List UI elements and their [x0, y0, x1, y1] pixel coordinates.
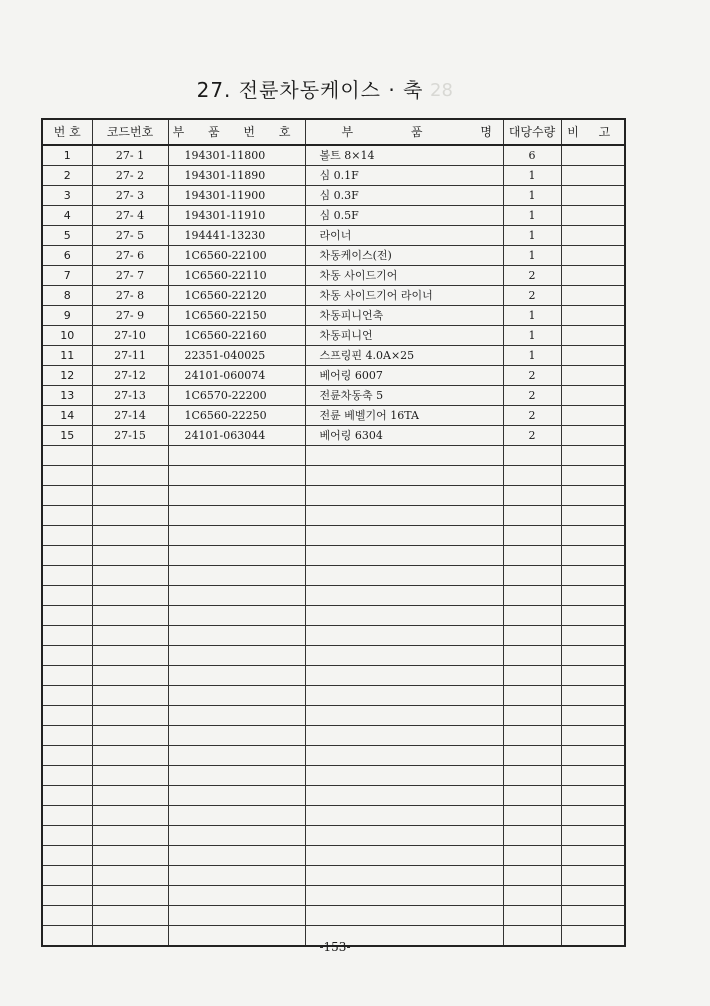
cell-part-name	[305, 506, 503, 526]
cell-part-number	[168, 806, 305, 826]
cell-no: 10	[42, 326, 92, 346]
cell-quantity: 2	[503, 286, 561, 306]
cell-quantity	[503, 866, 561, 886]
cell-no	[42, 846, 92, 866]
cell-part-number	[168, 826, 305, 846]
table-row	[42, 686, 625, 706]
cell-part-number	[168, 606, 305, 626]
cell-quantity: 2	[503, 266, 561, 286]
table-row	[42, 746, 625, 766]
table-row	[42, 706, 625, 726]
cell-remarks	[561, 166, 625, 186]
cell-part-number: 194441-13230	[168, 226, 305, 246]
cell-no	[42, 546, 92, 566]
cell-part-number: 194301-11800	[168, 145, 305, 166]
cell-remarks	[561, 626, 625, 646]
cell-quantity	[503, 666, 561, 686]
table-row	[42, 346, 625, 366]
cell-code	[92, 566, 168, 586]
cell-part-name	[305, 726, 503, 746]
cell-remarks	[561, 766, 625, 786]
cell-part-name	[305, 466, 503, 486]
cell-part-number: 1C6560-22120	[168, 286, 305, 306]
cell-code	[92, 746, 168, 766]
cell-part-name	[305, 866, 503, 886]
cell-part-number: 24101-060074	[168, 366, 305, 386]
cell-part-name	[305, 766, 503, 786]
cell-remarks	[561, 546, 625, 566]
cell-code	[92, 646, 168, 666]
cell-quantity: 1	[503, 226, 561, 246]
table-row	[42, 166, 625, 186]
cell-no	[42, 706, 92, 726]
cell-code: 27- 8	[92, 286, 168, 306]
cell-no	[42, 466, 92, 486]
cell-part-name: 베어링 6007	[305, 366, 503, 386]
table-row	[42, 145, 625, 166]
cell-part-number	[168, 586, 305, 606]
header-part-number: 부 품 번 호	[168, 119, 305, 145]
cell-remarks	[561, 866, 625, 886]
cell-code: 27-10	[92, 326, 168, 346]
cell-code: 27-15	[92, 426, 168, 446]
cell-quantity	[503, 706, 561, 726]
cell-quantity	[503, 726, 561, 746]
cell-no: 4	[42, 206, 92, 226]
cell-remarks	[561, 846, 625, 866]
cell-remarks	[561, 666, 625, 686]
cell-part-number	[168, 846, 305, 866]
table-row	[42, 566, 625, 586]
cell-remarks	[561, 446, 625, 466]
header-part-name-1: 부	[341, 125, 354, 139]
cell-no	[42, 586, 92, 606]
cell-quantity: 1	[503, 186, 561, 206]
cell-part-name	[305, 886, 503, 906]
cell-code	[92, 486, 168, 506]
cell-part-number	[168, 686, 305, 706]
cell-no: 9	[42, 306, 92, 326]
table-row	[42, 886, 625, 906]
cell-remarks	[561, 266, 625, 286]
table-row	[42, 806, 625, 826]
cell-remarks	[561, 426, 625, 446]
cell-code	[92, 506, 168, 526]
cell-part-number: 1C6560-22160	[168, 326, 305, 346]
header-part-name-3: 명	[480, 125, 492, 139]
cell-part-name: 차동피니언	[305, 326, 503, 346]
cell-no	[42, 886, 92, 906]
table-row	[42, 786, 625, 806]
cell-code	[92, 846, 168, 866]
table-row	[42, 446, 625, 466]
cell-quantity	[503, 886, 561, 906]
cell-no	[42, 526, 92, 546]
table-row	[42, 526, 625, 546]
table-row	[42, 546, 625, 566]
cell-part-number	[168, 746, 305, 766]
cell-part-name: 심 0.5F	[305, 206, 503, 226]
cell-part-name	[305, 526, 503, 546]
cell-part-number	[168, 786, 305, 806]
cell-code	[92, 866, 168, 886]
cell-code	[92, 606, 168, 626]
cell-code: 27-14	[92, 406, 168, 426]
cell-quantity: 1	[503, 346, 561, 366]
table-row	[42, 426, 625, 446]
cell-quantity	[503, 686, 561, 706]
cell-part-number	[168, 626, 305, 646]
cell-remarks	[561, 686, 625, 706]
cell-code	[92, 686, 168, 706]
cell-code	[92, 626, 168, 646]
cell-part-number: 1C6560-22150	[168, 306, 305, 326]
cell-quantity: 1	[503, 326, 561, 346]
cell-no: 6	[42, 246, 92, 266]
cell-no: 12	[42, 366, 92, 386]
page-number: -153-	[319, 940, 351, 954]
cell-part-number	[168, 446, 305, 466]
table-row	[42, 646, 625, 666]
cell-no	[42, 486, 92, 506]
bleed-through-text: 28	[430, 80, 453, 101]
cell-remarks	[561, 145, 625, 166]
cell-remarks	[561, 586, 625, 606]
cell-code	[92, 446, 168, 466]
cell-part-number: 194301-11900	[168, 186, 305, 206]
cell-part-name: 차동 사이드기어	[305, 266, 503, 286]
cell-remarks	[561, 326, 625, 346]
table-row	[42, 386, 625, 406]
table-row	[42, 506, 625, 526]
cell-remarks	[561, 806, 625, 826]
cell-part-number: 1C6560-22100	[168, 246, 305, 266]
cell-quantity: 6	[503, 145, 561, 166]
cell-no: 5	[42, 226, 92, 246]
cell-part-name: 스프링핀 4.0A×25	[305, 346, 503, 366]
table-row	[42, 286, 625, 306]
cell-part-name	[305, 786, 503, 806]
cell-part-name	[305, 546, 503, 566]
cell-no: 13	[42, 386, 92, 406]
cell-no: 14	[42, 406, 92, 426]
cell-code	[92, 886, 168, 906]
cell-part-name	[305, 806, 503, 826]
cell-part-number	[168, 526, 305, 546]
table-row	[42, 906, 625, 926]
cell-part-number: 1C6560-22110	[168, 266, 305, 286]
cell-code	[92, 786, 168, 806]
cell-quantity	[503, 746, 561, 766]
cell-no	[42, 606, 92, 626]
cell-part-name: 전륜차동축 5	[305, 386, 503, 406]
cell-part-number: 1C6560-22250	[168, 406, 305, 426]
cell-quantity: 2	[503, 406, 561, 426]
table-row	[42, 866, 625, 886]
cell-code	[92, 906, 168, 926]
cell-no	[42, 506, 92, 526]
cell-quantity: 1	[503, 166, 561, 186]
cell-remarks	[561, 366, 625, 386]
cell-part-name	[305, 606, 503, 626]
cell-code: 27- 9	[92, 306, 168, 326]
header-part-name	[305, 119, 503, 145]
cell-part-name	[305, 446, 503, 466]
table-row	[42, 586, 625, 606]
cell-no	[42, 686, 92, 706]
cell-code: 27- 7	[92, 266, 168, 286]
cell-quantity: 2	[503, 366, 561, 386]
cell-quantity: 2	[503, 386, 561, 406]
cell-part-number: 24101-063044	[168, 426, 305, 446]
cell-no	[42, 746, 92, 766]
table-row	[42, 826, 625, 846]
cell-code: 27- 3	[92, 186, 168, 206]
header-code: 코드번호	[92, 119, 168, 145]
cell-part-name: 심 0.3F	[305, 186, 503, 206]
cell-part-name	[305, 566, 503, 586]
cell-remarks	[561, 526, 625, 546]
cell-part-name	[305, 706, 503, 726]
cell-part-number	[168, 866, 305, 886]
page-title: 27. 전륜차동케이스 · 축	[196, 78, 424, 102]
table-row	[42, 326, 625, 346]
cell-part-number	[168, 566, 305, 586]
cell-code	[92, 706, 168, 726]
table-row	[42, 366, 625, 386]
cell-remarks	[561, 346, 625, 366]
cell-no	[42, 826, 92, 846]
cell-code	[92, 766, 168, 786]
cell-part-name: 차동 사이드기어 라이너	[305, 286, 503, 306]
table-row	[42, 666, 625, 686]
table-header-row	[42, 119, 625, 145]
cell-no: 8	[42, 286, 92, 306]
cell-part-name: 라이너	[305, 226, 503, 246]
cell-quantity	[503, 526, 561, 546]
cell-quantity: 1	[503, 246, 561, 266]
cell-part-number	[168, 766, 305, 786]
cell-part-number	[168, 506, 305, 526]
cell-remarks	[561, 186, 625, 206]
cell-part-number: 22351-040025	[168, 346, 305, 366]
cell-no: 15	[42, 426, 92, 446]
cell-code	[92, 726, 168, 746]
cell-no	[42, 786, 92, 806]
table-row	[42, 726, 625, 746]
cell-quantity	[503, 646, 561, 666]
cell-no: 3	[42, 186, 92, 206]
cell-quantity	[503, 806, 561, 826]
cell-remarks	[561, 606, 625, 626]
cell-no	[42, 866, 92, 886]
cell-code	[92, 466, 168, 486]
cell-part-name	[305, 646, 503, 666]
cell-part-name: 심 0.1F	[305, 166, 503, 186]
table-row	[42, 766, 625, 786]
cell-quantity	[503, 506, 561, 526]
table-row	[42, 606, 625, 626]
cell-part-name	[305, 486, 503, 506]
cell-part-name: 볼트 8×14	[305, 145, 503, 166]
cell-quantity	[503, 626, 561, 646]
cell-no	[42, 566, 92, 586]
cell-code	[92, 546, 168, 566]
table-row	[42, 846, 625, 866]
parts-table	[41, 118, 626, 947]
cell-remarks	[561, 886, 625, 906]
cell-quantity	[503, 906, 561, 926]
table-row	[42, 466, 625, 486]
cell-code: 27-11	[92, 346, 168, 366]
cell-code: 27- 5	[92, 226, 168, 246]
cell-quantity	[503, 466, 561, 486]
cell-remarks	[561, 566, 625, 586]
table-row	[42, 406, 625, 426]
cell-no	[42, 806, 92, 826]
cell-part-name	[305, 626, 503, 646]
cell-part-name	[305, 846, 503, 866]
cell-code	[92, 666, 168, 686]
cell-quantity	[503, 446, 561, 466]
cell-code: 27- 2	[92, 166, 168, 186]
cell-remarks	[561, 826, 625, 846]
cell-code: 27-13	[92, 386, 168, 406]
cell-code: 27-12	[92, 366, 168, 386]
cell-part-name: 전륜 베벨기어 16TA	[305, 406, 503, 426]
cell-remarks	[561, 286, 625, 306]
table-row	[42, 266, 625, 286]
cell-no: 11	[42, 346, 92, 366]
cell-remarks	[561, 246, 625, 266]
cell-quantity: 2	[503, 426, 561, 446]
cell-no	[42, 906, 92, 926]
cell-remarks	[561, 746, 625, 766]
header-quantity: 대당수량	[503, 119, 561, 145]
cell-part-name: 차동피니언축	[305, 306, 503, 326]
cell-part-number	[168, 906, 305, 926]
cell-remarks	[561, 786, 625, 806]
cell-part-name	[305, 906, 503, 926]
cell-no	[42, 726, 92, 746]
table-row	[42, 226, 625, 246]
cell-no	[42, 666, 92, 686]
cell-part-name: 차동케이스(전)	[305, 246, 503, 266]
table-row	[42, 246, 625, 266]
cell-part-number	[168, 546, 305, 566]
cell-part-name	[305, 746, 503, 766]
cell-quantity	[503, 826, 561, 846]
cell-no	[42, 646, 92, 666]
table-row	[42, 186, 625, 206]
cell-part-name	[305, 686, 503, 706]
cell-part-number	[168, 646, 305, 666]
cell-quantity: 1	[503, 306, 561, 326]
cell-remarks	[561, 506, 625, 526]
cell-quantity	[503, 846, 561, 866]
cell-remarks	[561, 306, 625, 326]
cell-no	[42, 626, 92, 646]
cell-quantity	[503, 546, 561, 566]
cell-no	[42, 766, 92, 786]
cell-no	[42, 446, 92, 466]
cell-part-number	[168, 466, 305, 486]
cell-part-name: 베어링 6304	[305, 426, 503, 446]
cell-remarks	[561, 906, 625, 926]
cell-remarks	[561, 486, 625, 506]
cell-part-number	[168, 886, 305, 906]
cell-part-number	[168, 706, 305, 726]
cell-code: 27- 1	[92, 145, 168, 166]
cell-quantity	[503, 486, 561, 506]
cell-remarks	[561, 406, 625, 426]
cell-quantity	[503, 566, 561, 586]
cell-quantity	[503, 586, 561, 606]
cell-part-number	[168, 666, 305, 686]
cell-no: 2	[42, 166, 92, 186]
cell-part-name	[305, 826, 503, 846]
cell-quantity	[503, 786, 561, 806]
cell-code	[92, 806, 168, 826]
cell-part-name	[305, 586, 503, 606]
cell-code: 27- 6	[92, 246, 168, 266]
cell-no: 1	[42, 145, 92, 166]
cell-code: 27- 4	[92, 206, 168, 226]
cell-remarks	[561, 726, 625, 746]
cell-part-number	[168, 726, 305, 746]
cell-part-number: 1C6570-22200	[168, 386, 305, 406]
cell-quantity	[503, 606, 561, 626]
cell-remarks	[561, 226, 625, 246]
cell-quantity: 1	[503, 206, 561, 226]
cell-part-number: 194301-11910	[168, 206, 305, 226]
cell-code	[92, 586, 168, 606]
header-part-name-2: 품	[410, 125, 423, 139]
header-remarks: 비 고	[561, 119, 625, 145]
cell-part-number	[168, 486, 305, 506]
cell-remarks	[561, 646, 625, 666]
cell-remarks	[561, 706, 625, 726]
table-row	[42, 306, 625, 326]
table-row	[42, 486, 625, 506]
cell-code	[92, 826, 168, 846]
table-row	[42, 626, 625, 646]
cell-remarks	[561, 206, 625, 226]
cell-code	[92, 526, 168, 546]
cell-part-number: 194301-11890	[168, 166, 305, 186]
cell-no: 7	[42, 266, 92, 286]
cell-quantity	[503, 766, 561, 786]
table-row	[42, 206, 625, 226]
cell-part-name	[305, 666, 503, 686]
header-no: 번 호	[42, 119, 92, 145]
cell-remarks	[561, 466, 625, 486]
cell-remarks	[561, 386, 625, 406]
